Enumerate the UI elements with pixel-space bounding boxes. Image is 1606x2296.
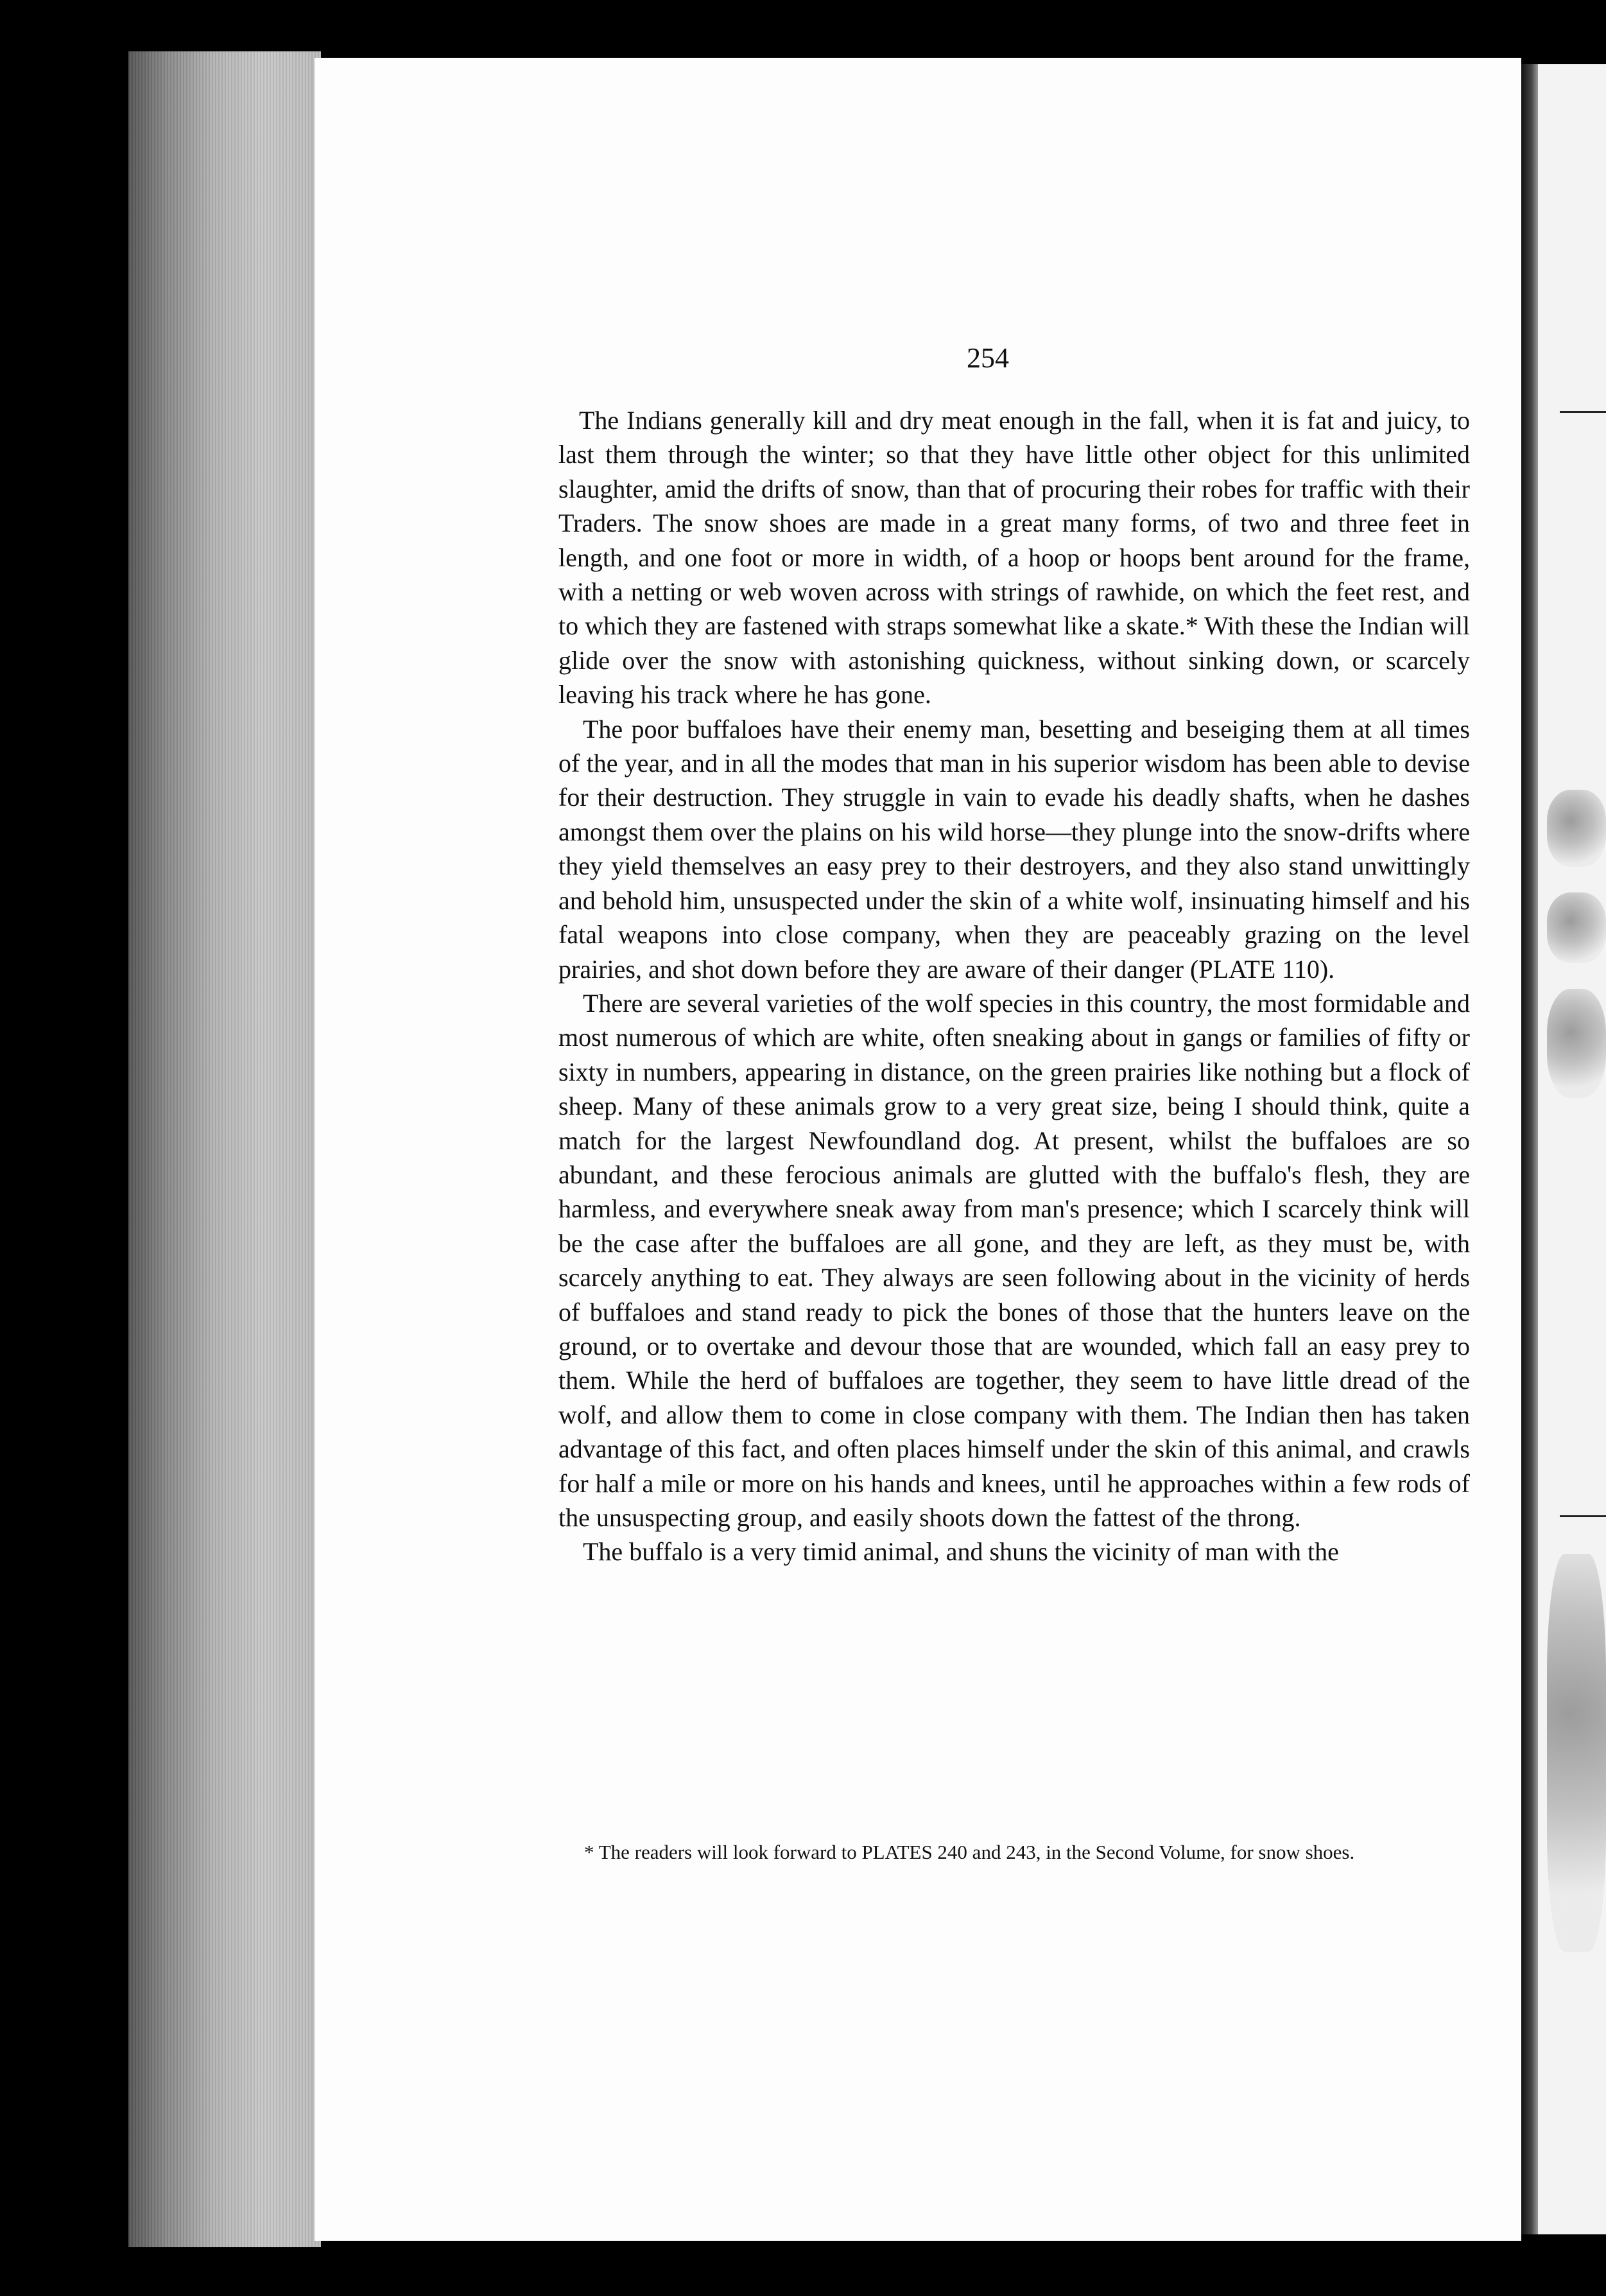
facing-plate-rule-top bbox=[1560, 411, 1606, 413]
facing-plate-illustration bbox=[1547, 892, 1606, 963]
facing-plate-illustration bbox=[1547, 989, 1606, 1098]
footnote: * The readers will look forward to PLATES 240 and 243, in the Second Volume, for snow shoes. bbox=[584, 1841, 1355, 1863]
page-number: 254 bbox=[967, 342, 1009, 374]
facing-page-strip bbox=[1521, 64, 1606, 2234]
facing-plate-illustration bbox=[1547, 790, 1606, 867]
book-page-edges bbox=[128, 51, 321, 2247]
page-body bbox=[558, 403, 1470, 1569]
paragraph: The poor buffaloes have their enemy man, besetting and beseiging them at all times of the year, and in all the modes that man in his superior wisdom has been able to devise for their destruction. They struggle in vain to evade his deadly shafts, when he dashes amongst them over the plains on his wild horse—they plunge into the snow-drifts where they yield themselves an easy prey to their destroyers, and they also stand unwittingly and behold him, unsuspected under the skin of a white wolf, insinuating himself and his fatal weapons into close company, when they are peaceably grazing on the level prairies, and shot down before they are aware of their danger (PLATE 110). bbox=[558, 714, 1470, 984]
facing-plate-rule-bottom bbox=[1560, 1515, 1606, 1517]
paragraph: The buffalo is a very timid animal, and shuns the vicinity of man with the bbox=[583, 1537, 1339, 1567]
facing-plate-illustration bbox=[1547, 1554, 1606, 1952]
paragraph: The Indians generally kill and dry meat enough in the fall, when it is fat and juicy, to last them through the winter; so that they have little other object for this unlimited slaughter, amid the drifts of snow, than that of procuring their robes for traffic with their Traders. The snow shoes are made in a great many forms, of two and three feet in length, and one foot or more in width, of a hoop or hoops bent around for the frame, with a netting or web woven across with strings of rawhide, on which the feet rest, and to which they are fastened with straps somewhat like a skate.* With these the Indian will glide over the snow with astonishing quickness, without sinking down, or scarcely leaving his track where he has gone. bbox=[558, 406, 1470, 709]
book-spine-shadow bbox=[1521, 64, 1538, 2234]
paragraph: There are several varieties of the wolf species in this country, the most formidable and most numerous of which are white, often sneaking about in gangs or families of fifty or sixty in numbers, appearing in distance, on the green prairies like nothing but a flock of sheep. Many of these animals grow to a very great size, being I should think, quite a match for the largest Newfoundland dog. At present, whilst the buffaloes are so abundant, and these ferocious animals are glutted with the buffalo's flesh, they are harmless, and everywhere sneak away from man's presence; which I scarcely think will be the case after the buffaloes are all gone, and they are left, as they must be, with scarcely anything to eat. They always are seen following about in the vicinity of herds of buffaloes and stand ready to pick the bones of those that the hunters leave on the ground, or to overtake and devour those that are wounded, which fall an easy prey to them. While the herd of buffaloes are together, they seem to have little dread of the wolf, and allow them to come in close company with them. The Indian then has taken advantage of this fact, and often places himself under the skin of this animal, and crawls for half a mile or more on his hands and knees, until he approaches within a few rods of the unsuspecting group, and easily shoots down the fattest of the throng. bbox=[558, 988, 1470, 1532]
